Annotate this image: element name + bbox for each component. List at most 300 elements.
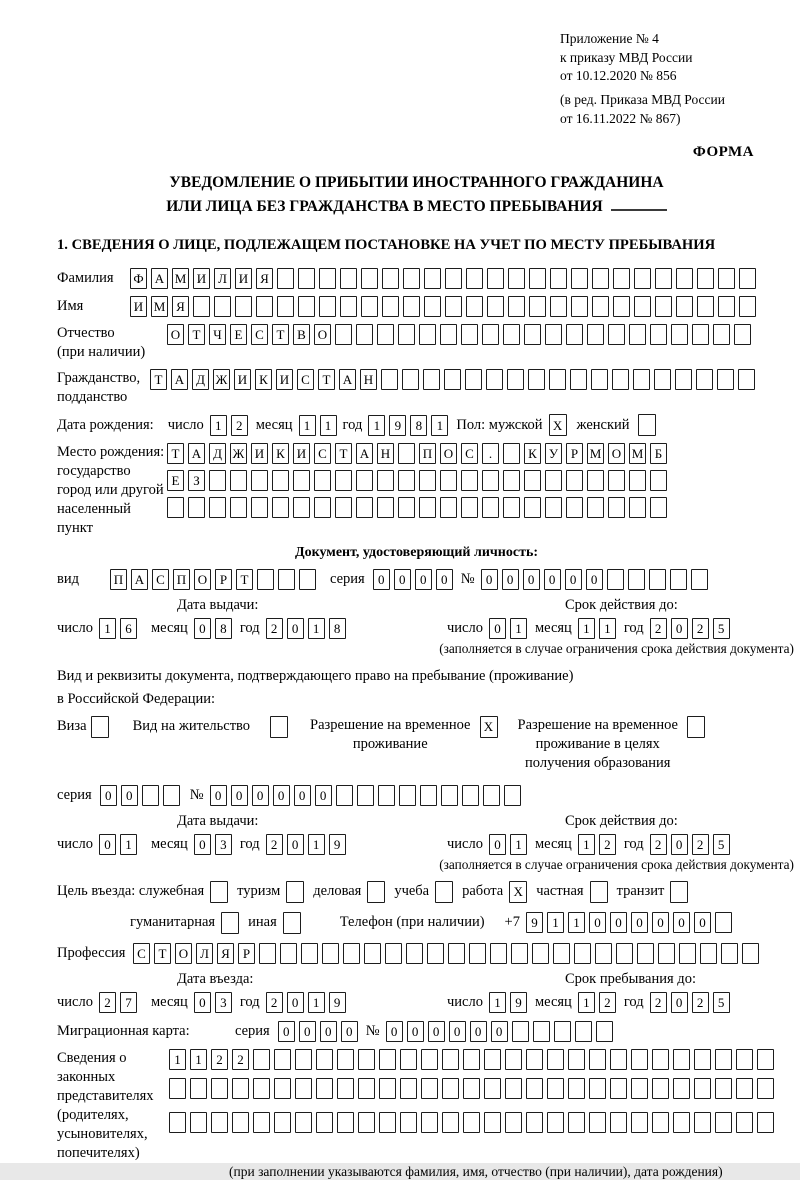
form-cell[interactable]: 0: [491, 1021, 508, 1042]
form-cell[interactable]: А: [131, 569, 148, 590]
form-cell[interactable]: 0: [694, 912, 711, 933]
form-cell[interactable]: [696, 369, 713, 390]
form-cell[interactable]: 2: [650, 834, 667, 855]
form-cell[interactable]: [670, 881, 688, 903]
form-cell[interactable]: [739, 268, 756, 289]
residence-permit-checkbox[interactable]: [270, 716, 288, 738]
form-cell[interactable]: [440, 324, 457, 345]
form-cell[interactable]: 9: [526, 912, 543, 933]
form-cell[interactable]: [721, 943, 738, 964]
form-cell[interactable]: [379, 1112, 396, 1133]
form-cell[interactable]: [211, 1078, 228, 1099]
form-cell[interactable]: О: [194, 569, 211, 590]
form-cell[interactable]: [650, 497, 667, 518]
form-cell[interactable]: Т: [236, 569, 253, 590]
purpose-private-checkbox[interactable]: [590, 881, 608, 903]
form-cell[interactable]: 0: [194, 992, 211, 1013]
form-cell[interactable]: [508, 268, 525, 289]
form-cell[interactable]: [357, 785, 374, 806]
form-cell[interactable]: [442, 1078, 459, 1099]
form-cell[interactable]: [631, 1112, 648, 1133]
form-cell[interactable]: [608, 470, 625, 491]
form-cell[interactable]: [612, 369, 629, 390]
form-cell[interactable]: 2: [650, 618, 667, 639]
form-cell[interactable]: [163, 785, 180, 806]
form-cell[interactable]: [504, 785, 521, 806]
form-cell[interactable]: О: [314, 324, 331, 345]
form-cell[interactable]: [505, 1112, 522, 1133]
form-cell[interactable]: К: [255, 369, 272, 390]
purpose-tourism-checkbox[interactable]: [286, 881, 304, 903]
form-cell[interactable]: [427, 943, 444, 964]
form-cell[interactable]: Ж: [230, 443, 247, 464]
form-cell[interactable]: [382, 268, 399, 289]
form-cell[interactable]: [398, 324, 415, 345]
form-cell[interactable]: [335, 324, 352, 345]
form-cell[interactable]: [687, 716, 705, 738]
form-cell[interactable]: Ч: [209, 324, 226, 345]
form-cell[interactable]: [448, 943, 465, 964]
form-cell[interactable]: [591, 369, 608, 390]
form-cell[interactable]: [524, 497, 541, 518]
form-cell[interactable]: [253, 1078, 270, 1099]
form-cell[interactable]: Т: [154, 943, 171, 964]
visa-checkbox[interactable]: [91, 716, 109, 738]
form-cell[interactable]: 2: [692, 992, 709, 1013]
form-cell[interactable]: 0: [231, 785, 248, 806]
form-cell[interactable]: [547, 1112, 564, 1133]
form-cell[interactable]: [654, 369, 671, 390]
form-cell[interactable]: [736, 1112, 753, 1133]
form-cell[interactable]: [270, 716, 288, 738]
form-cell[interactable]: [691, 569, 708, 590]
form-cell[interactable]: [91, 716, 109, 738]
form-cell[interactable]: [547, 1049, 564, 1070]
form-cell[interactable]: [490, 943, 507, 964]
form-cell[interactable]: 1: [308, 618, 325, 639]
form-cell[interactable]: [634, 268, 651, 289]
form-cell[interactable]: [337, 1049, 354, 1070]
form-cell[interactable]: [440, 497, 457, 518]
form-cell[interactable]: [550, 296, 567, 317]
form-cell[interactable]: М: [629, 443, 646, 464]
form-cell[interactable]: [717, 369, 734, 390]
form-cell[interactable]: 1: [489, 992, 506, 1013]
form-cell[interactable]: 0: [194, 618, 211, 639]
form-cell[interactable]: [340, 296, 357, 317]
form-cell[interactable]: [358, 1078, 375, 1099]
form-cell[interactable]: [358, 1112, 375, 1133]
form-cell[interactable]: [256, 296, 273, 317]
form-cell[interactable]: Е: [167, 470, 184, 491]
form-cell[interactable]: [554, 1021, 571, 1042]
form-cell[interactable]: 5: [713, 834, 730, 855]
form-cell[interactable]: [295, 1078, 312, 1099]
form-cell[interactable]: [568, 1078, 585, 1099]
form-cell[interactable]: [532, 943, 549, 964]
form-cell[interactable]: 0: [671, 992, 688, 1013]
form-cell[interactable]: [337, 1078, 354, 1099]
form-cell[interactable]: [574, 943, 591, 964]
form-cell[interactable]: [718, 296, 735, 317]
form-cell[interactable]: [655, 268, 672, 289]
form-cell[interactable]: [337, 1112, 354, 1133]
form-cell[interactable]: В: [293, 324, 310, 345]
form-cell[interactable]: [466, 268, 483, 289]
form-cell[interactable]: [512, 1021, 529, 1042]
form-cell[interactable]: 1: [510, 618, 527, 639]
form-cell[interactable]: 0: [121, 785, 138, 806]
form-cell[interactable]: [566, 324, 583, 345]
form-cell[interactable]: А: [171, 369, 188, 390]
form-cell[interactable]: [377, 324, 394, 345]
form-cell[interactable]: [566, 470, 583, 491]
form-cell[interactable]: [633, 369, 650, 390]
form-cell[interactable]: Е: [230, 324, 247, 345]
form-cell[interactable]: [283, 912, 301, 934]
form-cell[interactable]: [575, 1021, 592, 1042]
form-cell[interactable]: 5: [713, 992, 730, 1013]
form-cell[interactable]: [316, 1078, 333, 1099]
form-cell[interactable]: 1: [368, 415, 385, 436]
form-cell[interactable]: 0: [278, 1021, 295, 1042]
form-cell[interactable]: [399, 785, 416, 806]
form-cell[interactable]: [692, 324, 709, 345]
form-cell[interactable]: 1: [578, 992, 595, 1013]
form-cell[interactable]: С: [314, 443, 331, 464]
form-cell[interactable]: [406, 943, 423, 964]
form-cell[interactable]: [676, 296, 693, 317]
form-cell[interactable]: 0: [100, 785, 117, 806]
form-cell[interactable]: [589, 1112, 606, 1133]
form-cell[interactable]: [608, 324, 625, 345]
form-cell[interactable]: .: [482, 443, 499, 464]
form-cell[interactable]: [715, 1112, 732, 1133]
form-cell[interactable]: 1: [99, 618, 116, 639]
form-cell[interactable]: [463, 1049, 480, 1070]
purpose-work-checkbox[interactable]: [509, 881, 527, 903]
form-cell[interactable]: [587, 324, 604, 345]
form-cell[interactable]: [673, 1112, 690, 1133]
form-cell[interactable]: 0: [470, 1021, 487, 1042]
form-cell[interactable]: [715, 1049, 732, 1070]
form-cell[interactable]: [316, 1049, 333, 1070]
form-cell[interactable]: И: [234, 369, 251, 390]
form-cell[interactable]: [435, 881, 453, 903]
form-cell[interactable]: [700, 943, 717, 964]
form-cell[interactable]: 1: [169, 1049, 186, 1070]
form-cell[interactable]: [697, 268, 714, 289]
form-cell[interactable]: 0: [373, 569, 390, 590]
form-cell[interactable]: И: [293, 443, 310, 464]
form-cell[interactable]: [545, 470, 562, 491]
form-cell[interactable]: [322, 943, 339, 964]
form-cell[interactable]: 1: [120, 834, 137, 855]
form-cell[interactable]: [398, 470, 415, 491]
form-cell[interactable]: П: [419, 443, 436, 464]
form-cell[interactable]: [631, 1049, 648, 1070]
form-cell[interactable]: [547, 1078, 564, 1099]
form-cell[interactable]: [616, 943, 633, 964]
form-cell[interactable]: [419, 470, 436, 491]
form-cell[interactable]: Ф: [130, 268, 147, 289]
form-cell[interactable]: 8: [215, 618, 232, 639]
form-cell[interactable]: [293, 470, 310, 491]
form-cell[interactable]: М: [172, 268, 189, 289]
form-cell[interactable]: А: [356, 443, 373, 464]
form-cell[interactable]: [278, 569, 295, 590]
form-cell[interactable]: [463, 1078, 480, 1099]
form-cell[interactable]: [253, 1112, 270, 1133]
form-cell[interactable]: [608, 497, 625, 518]
form-cell[interactable]: 1: [578, 618, 595, 639]
form-cell[interactable]: А: [188, 443, 205, 464]
form-cell[interactable]: [596, 1021, 613, 1042]
form-cell[interactable]: [210, 881, 228, 903]
form-cell[interactable]: [319, 296, 336, 317]
form-cell[interactable]: [221, 912, 239, 934]
form-cell[interactable]: [629, 497, 646, 518]
form-cell[interactable]: С: [297, 369, 314, 390]
form-cell[interactable]: [274, 1078, 291, 1099]
form-cell[interactable]: И: [276, 369, 293, 390]
form-cell[interactable]: [442, 1112, 459, 1133]
form-cell[interactable]: [314, 470, 331, 491]
form-cell[interactable]: [595, 943, 612, 964]
form-cell[interactable]: [463, 1112, 480, 1133]
form-cell[interactable]: [277, 296, 294, 317]
form-cell[interactable]: [232, 1112, 249, 1133]
form-cell[interactable]: [589, 1078, 606, 1099]
form-cell[interactable]: [214, 296, 231, 317]
form-cell[interactable]: [511, 943, 528, 964]
form-cell[interactable]: [736, 1078, 753, 1099]
form-cell[interactable]: [367, 881, 385, 903]
form-cell[interactable]: [377, 497, 394, 518]
form-cell[interactable]: [461, 470, 478, 491]
form-cell[interactable]: 7: [120, 992, 137, 1013]
form-cell[interactable]: 2: [99, 992, 116, 1013]
form-cell[interactable]: 2: [650, 992, 667, 1013]
form-cell[interactable]: Н: [377, 443, 394, 464]
form-cell[interactable]: 0: [671, 834, 688, 855]
form-cell[interactable]: 3: [215, 834, 232, 855]
form-cell[interactable]: Т: [272, 324, 289, 345]
form-cell[interactable]: [361, 268, 378, 289]
form-cell[interactable]: 8: [410, 415, 427, 436]
sex-female-checkbox[interactable]: [638, 414, 656, 436]
form-cell[interactable]: 0: [252, 785, 269, 806]
form-cell[interactable]: [670, 569, 687, 590]
form-cell[interactable]: [484, 1049, 501, 1070]
form-cell[interactable]: 1: [578, 834, 595, 855]
form-cell[interactable]: [592, 296, 609, 317]
form-cell[interactable]: [739, 296, 756, 317]
form-cell[interactable]: [655, 296, 672, 317]
form-cell[interactable]: [211, 1112, 228, 1133]
purpose-other-checkbox[interactable]: [283, 912, 301, 934]
form-cell[interactable]: [169, 1112, 186, 1133]
form-cell[interactable]: X: [549, 414, 567, 436]
form-cell[interactable]: Т: [150, 369, 167, 390]
form-cell[interactable]: [314, 497, 331, 518]
form-cell[interactable]: О: [175, 943, 192, 964]
form-cell[interactable]: [400, 1049, 417, 1070]
form-cell[interactable]: 0: [299, 1021, 316, 1042]
form-cell[interactable]: [634, 296, 651, 317]
form-cell[interactable]: 2: [266, 992, 283, 1013]
form-cell[interactable]: 0: [589, 912, 606, 933]
form-cell[interactable]: [445, 296, 462, 317]
form-cell[interactable]: 0: [320, 1021, 337, 1042]
rvp-checkbox[interactable]: [480, 716, 498, 738]
form-cell[interactable]: О: [608, 443, 625, 464]
form-cell[interactable]: 0: [610, 912, 627, 933]
form-cell[interactable]: [232, 1078, 249, 1099]
form-cell[interactable]: [253, 1049, 270, 1070]
form-cell[interactable]: [571, 296, 588, 317]
form-cell[interactable]: [545, 497, 562, 518]
form-cell[interactable]: [280, 943, 297, 964]
form-cell[interactable]: [398, 443, 415, 464]
form-cell[interactable]: [652, 1078, 669, 1099]
form-cell[interactable]: [209, 470, 226, 491]
form-cell[interactable]: [403, 296, 420, 317]
form-cell[interactable]: 0: [273, 785, 290, 806]
form-cell[interactable]: [650, 470, 667, 491]
form-cell[interactable]: [274, 1049, 291, 1070]
form-cell[interactable]: И: [193, 268, 210, 289]
form-cell[interactable]: 0: [287, 618, 304, 639]
form-cell[interactable]: [442, 1049, 459, 1070]
form-cell[interactable]: [482, 497, 499, 518]
form-cell[interactable]: 0: [586, 569, 603, 590]
form-cell[interactable]: [419, 324, 436, 345]
form-cell[interactable]: [403, 268, 420, 289]
form-cell[interactable]: [444, 369, 461, 390]
form-cell[interactable]: [421, 1078, 438, 1099]
form-cell[interactable]: Р: [566, 443, 583, 464]
form-cell[interactable]: [483, 785, 500, 806]
form-cell[interactable]: 0: [544, 569, 561, 590]
form-cell[interactable]: 0: [294, 785, 311, 806]
form-cell[interactable]: [715, 912, 732, 933]
form-cell[interactable]: 9: [329, 992, 346, 1013]
purpose-commercial-checkbox[interactable]: [367, 881, 385, 903]
form-cell[interactable]: [738, 369, 755, 390]
form-cell[interactable]: С: [152, 569, 169, 590]
form-cell[interactable]: 2: [599, 834, 616, 855]
form-cell[interactable]: 1: [308, 834, 325, 855]
form-cell[interactable]: [503, 443, 520, 464]
form-cell[interactable]: [529, 268, 546, 289]
form-cell[interactable]: [650, 324, 667, 345]
form-cell[interactable]: [385, 943, 402, 964]
form-cell[interactable]: [272, 470, 289, 491]
form-cell[interactable]: 1: [431, 415, 448, 436]
form-cell[interactable]: С: [461, 443, 478, 464]
form-cell[interactable]: [631, 1078, 648, 1099]
form-cell[interactable]: 0: [407, 1021, 424, 1042]
rvp-education-checkbox[interactable]: [687, 716, 705, 738]
form-cell[interactable]: У: [545, 443, 562, 464]
form-cell[interactable]: 0: [287, 992, 304, 1013]
form-cell[interactable]: 2: [692, 618, 709, 639]
form-cell[interactable]: 0: [489, 618, 506, 639]
form-cell[interactable]: [424, 296, 441, 317]
form-cell[interactable]: [566, 497, 583, 518]
form-cell[interactable]: [461, 324, 478, 345]
form-cell[interactable]: [592, 268, 609, 289]
form-cell[interactable]: О: [167, 324, 184, 345]
form-cell[interactable]: [545, 324, 562, 345]
form-cell[interactable]: Б: [650, 443, 667, 464]
form-cell[interactable]: [673, 1078, 690, 1099]
form-cell[interactable]: Р: [238, 943, 255, 964]
form-cell[interactable]: [379, 1049, 396, 1070]
form-cell[interactable]: 3: [215, 992, 232, 1013]
form-cell[interactable]: [757, 1112, 774, 1133]
form-cell[interactable]: [356, 497, 373, 518]
form-cell[interactable]: [169, 1078, 186, 1099]
form-cell[interactable]: [461, 497, 478, 518]
form-cell[interactable]: [377, 470, 394, 491]
form-cell[interactable]: 0: [502, 569, 519, 590]
form-cell[interactable]: [482, 470, 499, 491]
form-cell[interactable]: 0: [287, 834, 304, 855]
form-cell[interactable]: [503, 497, 520, 518]
form-cell[interactable]: [610, 1049, 627, 1070]
form-cell[interactable]: Т: [188, 324, 205, 345]
form-cell[interactable]: [298, 296, 315, 317]
form-cell[interactable]: [526, 1112, 543, 1133]
form-cell[interactable]: [652, 1112, 669, 1133]
form-cell[interactable]: [715, 1078, 732, 1099]
form-cell[interactable]: [487, 296, 504, 317]
form-cell[interactable]: Д: [192, 369, 209, 390]
form-cell[interactable]: 2: [692, 834, 709, 855]
form-cell[interactable]: [298, 268, 315, 289]
form-cell[interactable]: А: [339, 369, 356, 390]
form-cell[interactable]: [402, 369, 419, 390]
form-cell[interactable]: [462, 785, 479, 806]
form-cell[interactable]: [142, 785, 159, 806]
form-cell[interactable]: [336, 785, 353, 806]
form-cell[interactable]: [550, 268, 567, 289]
form-cell[interactable]: [419, 497, 436, 518]
form-cell[interactable]: 1: [599, 618, 616, 639]
form-cell[interactable]: [251, 497, 268, 518]
form-cell[interactable]: [526, 1049, 543, 1070]
form-cell[interactable]: 8: [329, 618, 346, 639]
form-cell[interactable]: 9: [329, 834, 346, 855]
form-cell[interactable]: [230, 470, 247, 491]
form-cell[interactable]: [420, 785, 437, 806]
form-cell[interactable]: Л: [196, 943, 213, 964]
form-cell[interactable]: [293, 497, 310, 518]
form-cell[interactable]: Я: [172, 296, 189, 317]
form-cell[interactable]: [507, 369, 524, 390]
form-cell[interactable]: [487, 268, 504, 289]
form-cell[interactable]: [335, 470, 352, 491]
form-cell[interactable]: 1: [299, 415, 316, 436]
form-cell[interactable]: 0: [341, 1021, 358, 1042]
form-cell[interactable]: [484, 1078, 501, 1099]
form-cell[interactable]: [505, 1078, 522, 1099]
form-cell[interactable]: Я: [256, 268, 273, 289]
form-cell[interactable]: [508, 296, 525, 317]
form-cell[interactable]: 0: [394, 569, 411, 590]
